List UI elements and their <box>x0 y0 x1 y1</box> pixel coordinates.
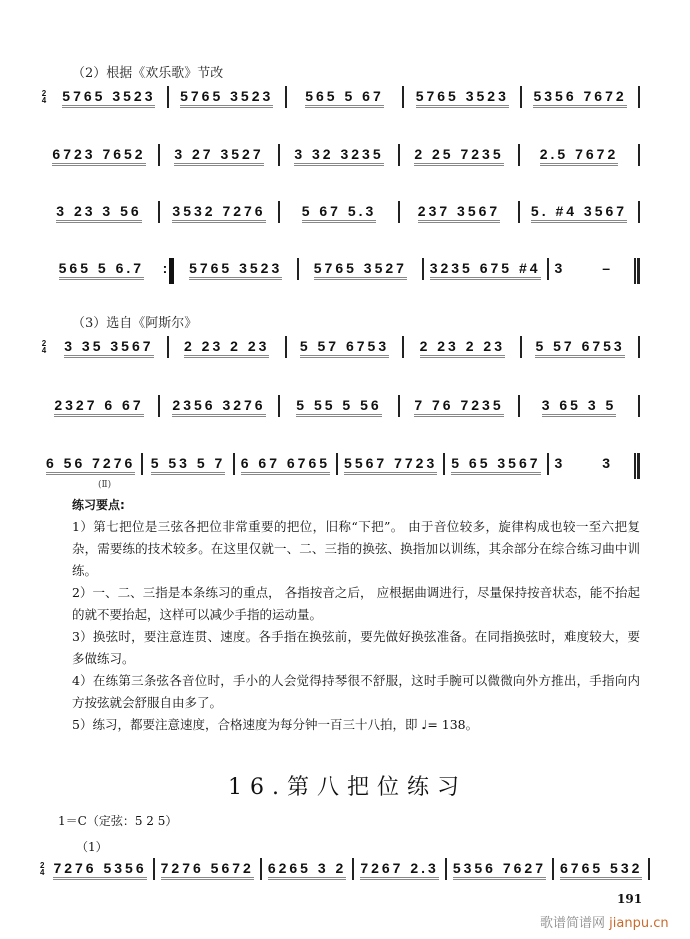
measure: 5765 3523 <box>174 260 297 280</box>
repeat-sign-dots: : <box>162 260 168 276</box>
measure: 6723 7652 <box>40 146 158 166</box>
measure: 5. #4 3567 <box>520 203 638 223</box>
time-signature: 2 4 <box>40 861 45 877</box>
measure: 2356 3276 <box>160 397 278 417</box>
page-number: 191 <box>617 892 643 906</box>
time-signature: 2 4 <box>41 339 47 355</box>
measure: 5356 7672 <box>522 88 638 108</box>
key-signature: 1＝C（定弦：5 2 5） <box>58 814 178 828</box>
final-barline <box>634 258 640 284</box>
measure: 2 23 2 23 <box>404 338 520 358</box>
barline <box>638 86 640 108</box>
measure: 3 23 3 56 <box>40 203 158 223</box>
staff-line <box>40 860 643 888</box>
measure: 2 25 7235 <box>400 146 518 166</box>
measure: 6 67 6765 <box>235 455 336 475</box>
measure: 3 35 3567 <box>51 338 167 358</box>
measure: 3 32 3235 <box>280 146 398 166</box>
measure: 3235 675 #4 <box>424 260 547 280</box>
finger-annotation: (Ⅱ) <box>98 480 112 490</box>
practice-note-5: 5）练习，都要注意速度，合格速度为每分钟一百三十八拍，即 ♩= 138。 <box>72 717 479 732</box>
measure: 6 56 7276 <box>40 455 141 475</box>
staff-line <box>40 146 640 174</box>
practice-note-4: 4）在练第三条弦各音位时，手小的人会觉得持琴很不舒服，这时手腕可以微微向外方推出，手指向内方按弦就会舒服自由多了。 <box>72 673 640 710</box>
measure: 237 3567 <box>400 203 518 223</box>
watermark <box>540 912 669 931</box>
measure: 6765 532 <box>554 860 648 880</box>
staff-line <box>40 203 640 231</box>
staff-line <box>40 88 640 116</box>
measure: 5567 7723 <box>338 455 443 475</box>
measure: 6265 3 2 <box>262 860 353 880</box>
measure: 5356 7627 <box>447 860 552 880</box>
repeat-barline <box>169 258 174 284</box>
measure: 565 5 6.7 <box>40 260 163 280</box>
staff-line <box>40 260 640 288</box>
measure: 5 67 5.3 <box>280 203 398 223</box>
section-3-heading: （3）选自《阿斯尔》 <box>72 316 198 331</box>
staff-line <box>40 455 640 483</box>
measure: 2327 6 67 <box>40 397 158 417</box>
measure: 3532 7276 <box>160 203 278 223</box>
section-2-heading: （2）根据《欢乐歌》节改 <box>72 66 224 81</box>
barline <box>638 144 640 166</box>
measure: 3 27 3527 <box>160 146 278 166</box>
measure: 565 5 67 <box>287 88 403 108</box>
barline <box>638 336 640 358</box>
practice-notes-title: 练习要点: <box>72 498 125 512</box>
exercise-label: （1） <box>76 840 108 854</box>
watermark-url[interactable]: jianpu.cn <box>609 916 669 931</box>
barline <box>648 858 650 880</box>
measure: 5765 3527 <box>299 260 422 280</box>
final-barline <box>634 453 640 479</box>
practice-note-3: 3）换弦时，要注意连贯、速度。各手指在换弦前，要先做好换弦准备。在同指换弦时，难度较大，要多做练习。 <box>72 629 640 666</box>
measure: 7276 5672 <box>155 860 260 880</box>
staff-line <box>40 397 640 425</box>
measure: 5765 3523 <box>51 88 167 108</box>
chapter-title: 16.第八把位练习 <box>228 775 467 800</box>
watermark-text: 歌谱简谱网 <box>540 916 606 931</box>
measure: 2.5 7672 <box>520 146 638 166</box>
measure: 7 76 7235 <box>400 397 518 417</box>
measure: 3 – <box>554 260 629 276</box>
measure: 5 55 5 56 <box>280 397 398 417</box>
measure: 5 53 5 7 <box>143 455 232 475</box>
barline <box>638 395 640 417</box>
measure: 7267 2.3 <box>354 860 445 880</box>
practice-note-1: 1）第七把位是三弦各把位非常重要的把位，旧称“下把”。 由于音位较多，旋律构成也较一至六把复杂，需要练的技术较多。在这里仅就一、二、三指的换弦、换指加以训练，其余部分在综合练习曲中训练。 <box>72 519 640 578</box>
measure: 5 57 6753 <box>522 338 638 358</box>
measure: 3 65 3 5 <box>520 397 638 417</box>
practice-note-2: 2）一、二、三指是本条练习的重点， 各指按音之后， 应根据曲调进行，尽量保持按音状态，能不抬起的就不要抬起，这样可以减少手指的运动量。 <box>72 585 640 622</box>
measure: 2 23 2 23 <box>169 338 285 358</box>
staff-line <box>40 338 640 366</box>
measure: 5765 3523 <box>169 88 285 108</box>
barline <box>638 201 640 223</box>
measure: 5 65 3567 <box>445 455 546 475</box>
measure: 5 57 6753 <box>287 338 403 358</box>
measure: 3 3 <box>554 455 628 471</box>
measure: 7276 5356 <box>47 860 152 880</box>
measure: 5765 3523 <box>404 88 520 108</box>
time-signature: 2 4 <box>41 89 47 105</box>
